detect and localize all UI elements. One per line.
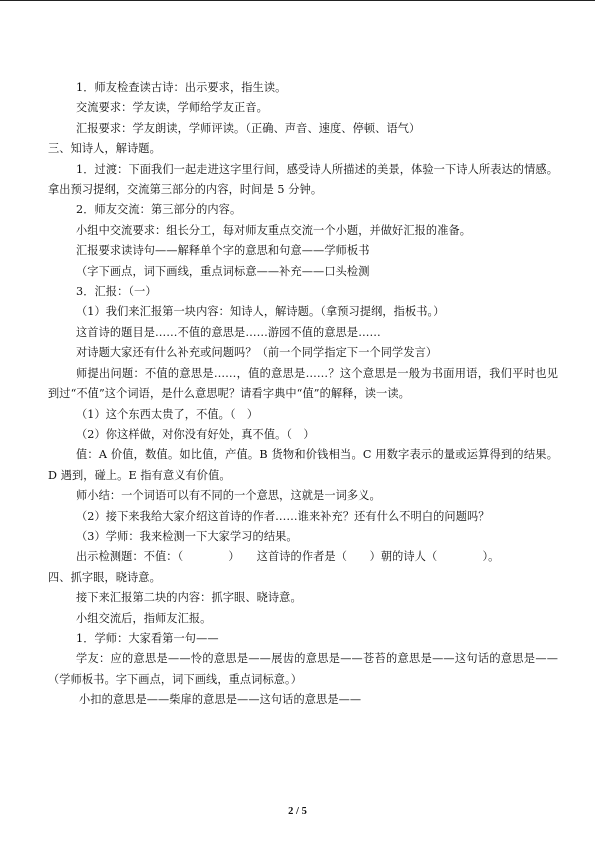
page-number: 2 / 5 (288, 806, 307, 817)
text-line: 1．学师：大家看第一句—— (76, 631, 219, 645)
text-line: 2．师友交流：第三部分的内容。 (76, 203, 242, 217)
text-line: 3．汇报：（一） (76, 285, 157, 299)
text-line: 这首诗的题目是……不值的意思是……游园不值的意思是…… (76, 325, 381, 339)
text-line: 小组交流后，指师友汇报。 (76, 611, 212, 625)
text-line: 汇报要求读诗句——解释单个字的意思和句意——学师板书 (76, 244, 370, 258)
text-line: 1．师友检查读古诗：出示要求，指生读。 (76, 81, 287, 94)
text-line: （3）学师：我来检测一下大家学习的结果。 (76, 529, 298, 543)
section-heading: 四、抓字眼，晓诗意。 (48, 570, 161, 584)
text-line: （字下画点，词下画线，重点词标意——补充——口头检测 (76, 264, 370, 278)
text-line: （1）我们来汇报第一块内容：知诗人，解诗题。（拿预习提纲，指板书。） (76, 305, 445, 319)
text-line: 对诗题大家还有什么补充或问题吗？（前一个同学指定下一个同学发言） (76, 346, 438, 360)
text-paragraph: 学友：应的意思是——怜的意思是——展齿的意思是——苍苔的意思是——这句话的意思是——（学师板书。字下画点，词下画线，重点词标意。） (48, 652, 558, 686)
text-line: 师小结：一个词语可以有不同的一个意思，这就是一词多义。 (76, 489, 381, 503)
text-line: 小扣的意思是——柴扉的意思是——这句话的意思是—— (79, 693, 362, 707)
text-paragraph: 师提出问题：不值的意思是……，值的意思是……？这个意思是一般为书面用语，我们平时也见到过“不值”这个词语，是什么意思呢？请看字典中“值”的解释，读一读。 (48, 366, 558, 401)
text-line: （1）这个东西太贵了，不值。（ ） (76, 407, 259, 421)
text-paragraph: 值：A 价值，数值。如比值，产值。B 货物和价钱相当。C 用数字表示的量或运算得到的结果。D 遇到，碰上。E 指有意义有价值。 (48, 448, 558, 482)
text-line: （2）你这样做，对你没有好处，真不值。（ ） (76, 427, 315, 441)
text-line: 出示检测题：不值：（ ） 这首诗的作者是（ ）朝的诗人（ ）。 (76, 550, 500, 564)
text-paragraph: 1．过渡：下面我们一起走进这字里行间，感受诗人所描述的美景，体验一下诗人所表达的情感。拿出预习提纲，交流第三部分的内容，时间是 5 分钟。 (48, 162, 558, 197)
text-line: （2）接下来我给大家介绍这首诗的作者……谁来补充？还有什么不明白的问题吗？ (76, 509, 490, 523)
text-line: 接下来汇报第二块的内容：抓字眼、晓诗意。 (76, 591, 302, 605)
document-body (48, 78, 558, 711)
section-heading: 三、知诗人，解诗题。 (48, 142, 161, 156)
page-top-border (0, 0, 595, 1)
text-line: 交流要求：学友读，学师给学友正音。 (76, 101, 268, 115)
text-line: 汇报要求：学友朗读，学师评读。（正确、声音、速度、停顿、语气） (76, 121, 421, 135)
text-line: 小组中交流要求：组长分工，每对师友重点交流一个小题，并做好汇报的准备。 (76, 223, 472, 237)
